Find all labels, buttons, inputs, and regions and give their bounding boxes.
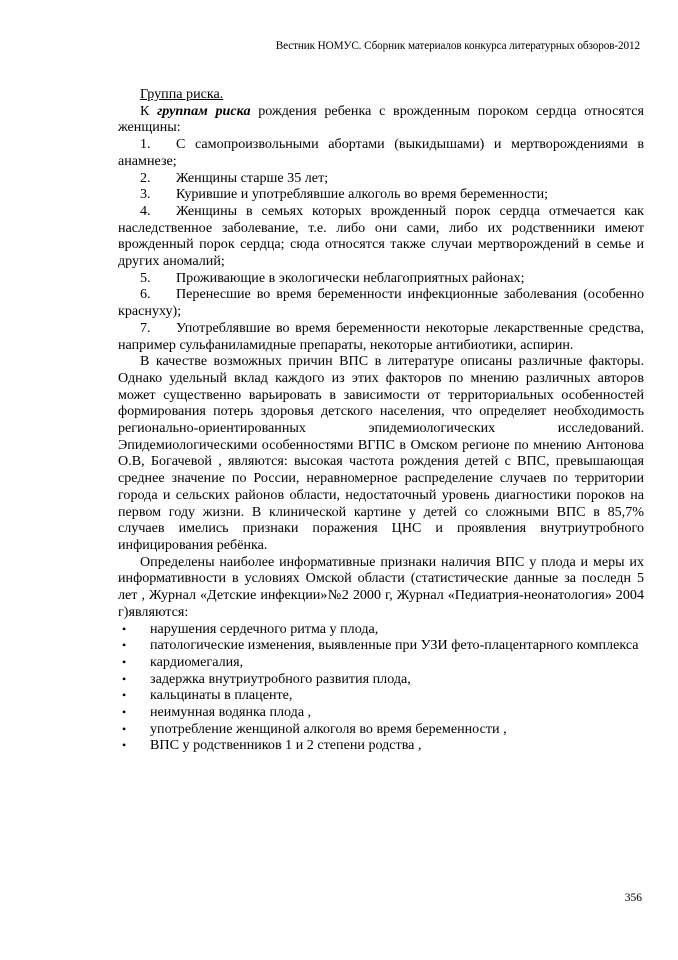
causes-paragraph: В качестве возможных причин ВПС в литературе описаны различные факторы. Однако удельный вклад каждого из этих факторов по мнению различных авторов может существенно варьировать в зависимости от территориальных особенностей формирования потерь здоровья детского населения, что определяет необходимость регионально-ориентированных эпидемиологических исследований. Эпидемиологическими особенностями ВГПС в Омском регионе по мнению Антонова О.В, Богачевой , являются: высокая частота рождения детей с ВПС, превышающая среднее значение по России, неравномерное распределение случаев по территории города и сельских районов области, недостаточный уровень диагностики пороков на первом году жизни. В клинической картине у детей со сложными ВПС в 85,7% случаев имелись признаки поражения ЦНС и проявления внутриутробного инфицирования ребёнка. <box>118 353 644 553</box>
item-number: 2. <box>140 169 151 186</box>
list-item <box>118 654 644 671</box>
list-item <box>118 637 644 654</box>
item-text: Перенесшие во время беременности инфекционные заболевания (особенно краснуху); <box>118 286 644 320</box>
list-item-text: кардиомегалия, <box>150 653 244 670</box>
risk-group-item <box>118 186 644 203</box>
list-item <box>118 721 644 738</box>
intro-after: рождения ребенка с врожденным пороком сердца относятся женщины: <box>118 102 644 136</box>
list-item-text: неимунная водянка плода , <box>150 704 312 721</box>
item-text: Курившие и употреблявшие алкоголь во время беременности; <box>176 186 549 203</box>
item-text: Женщины в семьях которых врожденный порок сердца отмечается как наследственное заболевание, т.е. либо они сами, либо их родственники имеют врожденный порок сердца; сюда относятся также случаи мертворождений в семье и других аномалий; <box>118 202 644 270</box>
intro-paragraph <box>118 103 644 136</box>
bullet-icon: • <box>122 688 127 703</box>
running-header: Вестник НОМУС. Сборник материалов конкурса литературных обзоров-2012 <box>275 40 640 52</box>
list-item-text: нарушения сердечного ритма у плода, <box>150 620 379 637</box>
list-item <box>118 671 644 688</box>
item-text: Употреблявшие во время беременности некоторые лекарственные средства, например сульфаниламидные препараты, некоторые антибиотики, аспирин. <box>118 319 644 353</box>
page-body <box>118 86 644 754</box>
risk-group-item <box>118 136 644 169</box>
risk-group-list <box>118 136 644 353</box>
risk-group-item <box>118 286 644 319</box>
signs-intro-paragraph: Определены наиболее информативные признаки наличия ВПС у плода и меры их информативности в условиях Омской области (статистические данные за последн 5 лет , Журнал «Детские инфекции»№2 2000 г, Журнал «Педиатрия-неонатология» 2004 г)являются: <box>118 553 644 620</box>
signs-list <box>118 621 644 755</box>
list-item <box>118 737 644 754</box>
intro-before: К <box>140 102 158 119</box>
list-item <box>118 687 644 704</box>
item-number: 4. <box>140 202 151 219</box>
page-number: 356 <box>624 892 642 904</box>
bullet-icon: • <box>122 738 127 753</box>
list-item-text: ВПС у родственников 1 и 2 степени родства , <box>150 737 422 754</box>
item-number: 6. <box>140 286 151 303</box>
item-number: 3. <box>140 186 151 203</box>
list-item <box>118 621 644 638</box>
bullet-icon: • <box>122 705 127 720</box>
item-number: 1. <box>140 136 151 153</box>
list-item-text: задержка внутриутробного развития плода, <box>150 670 411 687</box>
risk-group-item <box>118 320 644 353</box>
item-number: 7. <box>140 319 151 336</box>
risk-group-item <box>118 270 644 287</box>
intro-emphasis: группам риска <box>157 102 251 119</box>
item-number: 5. <box>140 269 151 286</box>
section-title: Группа риска. <box>140 86 224 102</box>
risk-group-item <box>118 170 644 187</box>
bullet-icon: • <box>122 621 127 636</box>
list-item-text: употребление женщиной алкоголя во время беременности , <box>150 720 507 737</box>
bullet-icon: • <box>122 721 127 736</box>
list-item-text: кальцинаты в плаценте, <box>150 687 293 704</box>
bullet-icon: • <box>122 671 127 686</box>
item-text: Женщины старше 35 лет; <box>176 169 329 186</box>
bullet-icon: • <box>122 654 127 669</box>
risk-group-item <box>118 203 644 270</box>
bullet-icon: • <box>122 638 127 653</box>
list-item <box>118 704 644 721</box>
list-item-text: патологические изменения, выявленные при УЗИ фето-плацентарного комплекса <box>150 637 639 654</box>
item-text: Проживающие в экологически неблагоприятных районах; <box>176 269 525 286</box>
item-text: С самопроизвольными абортами (выкидышами) и мертворождениями в анамнезе; <box>118 136 644 169</box>
